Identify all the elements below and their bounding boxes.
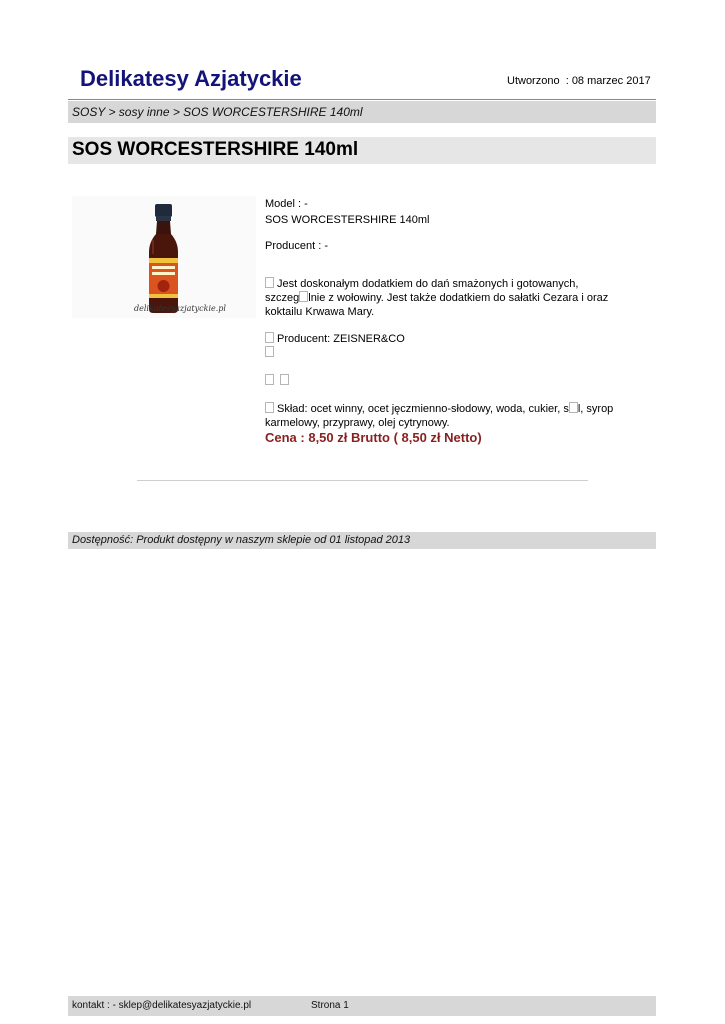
missing-glyph-icon — [265, 402, 274, 413]
price: Cena : 8,50 zł Brutto ( 8,50 zł Netto) — [265, 430, 482, 445]
product-title: SOS WORCESTERSHIRE 140ml — [72, 139, 359, 160]
product-image — [72, 196, 256, 318]
created-label: Utworzono — [507, 75, 560, 87]
missing-glyph-icon — [569, 402, 578, 413]
footer-contact: kontakt : - sklep@delikatesyazjatyckie.pl — [72, 1000, 252, 1011]
description-text-3: koktailu Krwawa Mary. — [265, 306, 375, 318]
description-text-1: Jest doskonałym dodatkiem do dań smażonych i gotowanych, — [277, 278, 579, 290]
ingredients-text-a: Skład: ocet winny, ocet jęczmienno-słodowy, woda, cukier, s — [277, 403, 569, 415]
description-text-2b: lnie z wołowiny. Jest także dodatkiem do sałatki Cezara i oraz — [308, 292, 609, 304]
description-text-2a: szczeg — [265, 292, 300, 304]
sauce-bottle-image — [72, 196, 256, 318]
ingredients-line-2: karmelowy, przyprawy, olej cytrynowy. — [265, 417, 450, 429]
producer-full: Producent: ZEISNER&CO — [277, 333, 405, 345]
header-divider — [68, 99, 656, 100]
empty-glyph-line — [265, 346, 645, 360]
model-name: SOS WORCESTERSHIRE 140ml — [265, 214, 430, 226]
missing-glyph-icon — [299, 291, 308, 302]
missing-glyph-icon — [265, 374, 274, 385]
shop-title: Delikatesy Azjatyckie — [80, 66, 302, 91]
ingredients-text-b: l, syrop — [577, 403, 614, 415]
description-line-1 — [265, 277, 645, 291]
created-value: : 08 marzec 2017 — [565, 75, 651, 87]
footer-page-number: Strona 1 — [311, 1000, 349, 1011]
missing-glyph-icon — [265, 346, 274, 357]
breadcrumb-text: SOSY > sosy inne > SOS WORCESTERSHIRE 140ml — [72, 105, 363, 119]
product-title-bar — [68, 137, 656, 164]
producer-full-line — [265, 332, 645, 346]
content-divider — [137, 480, 588, 481]
description-line-2 — [265, 291, 645, 305]
missing-glyph-icon — [265, 277, 274, 288]
image-watermark: delikatesyazjatyckie.pl — [134, 304, 226, 313]
created-date — [507, 75, 651, 87]
availability-text: Dostępność: Produkt dostępny w naszym sklepie od 01 listopad 2013 — [72, 534, 411, 546]
producer-line: Producent : - — [265, 240, 328, 252]
double-glyph-line — [265, 374, 645, 388]
model-line: Model : - — [265, 198, 308, 210]
ingredients-line-1 — [265, 402, 645, 416]
missing-glyph-icon — [280, 374, 289, 385]
breadcrumb — [68, 101, 656, 123]
availability-bar — [68, 532, 656, 549]
missing-glyph-icon — [265, 332, 274, 343]
footer-bar — [68, 996, 656, 1016]
